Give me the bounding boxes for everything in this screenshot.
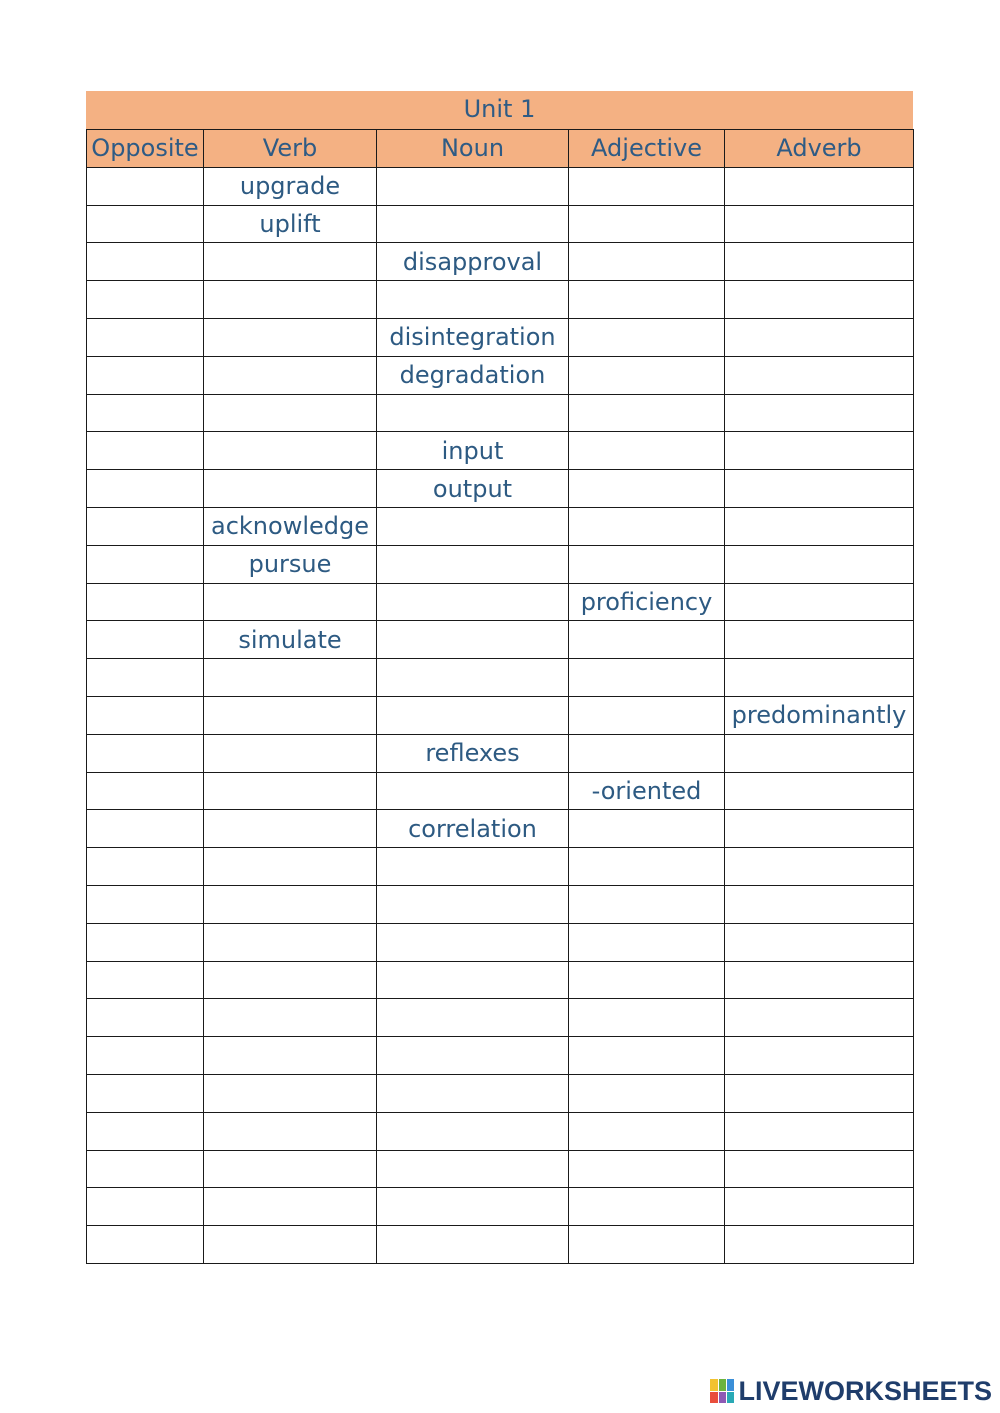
cell-verb[interactable]	[204, 885, 377, 923]
cell-verb: acknowledge	[204, 507, 377, 545]
cell-noun[interactable]	[377, 696, 569, 734]
worksheet-title: Unit 1	[86, 91, 913, 129]
word-forms-table	[86, 129, 914, 1264]
cell-opposite[interactable]	[87, 205, 204, 243]
header-adverb: Adverb	[725, 130, 914, 168]
cell-verb[interactable]	[204, 583, 377, 621]
cell-noun[interactable]	[377, 545, 569, 583]
cell-verb[interactable]	[204, 1037, 377, 1075]
cell-verb[interactable]	[204, 923, 377, 961]
cell-noun[interactable]	[377, 1226, 569, 1264]
header-verb: Verb	[204, 130, 377, 168]
cell-opposite[interactable]	[87, 583, 204, 621]
table-row	[87, 394, 914, 432]
cell-noun[interactable]	[377, 621, 569, 659]
cell-adjective[interactable]	[569, 1074, 725, 1112]
cell-adjective[interactable]	[569, 848, 725, 886]
cell-adverb: predominantly	[725, 696, 914, 734]
cell-adjective[interactable]	[569, 999, 725, 1037]
table-row	[87, 848, 914, 886]
cell-verb[interactable]	[204, 243, 377, 281]
cell-opposite[interactable]	[87, 885, 204, 923]
table-row	[87, 1150, 914, 1188]
logo-square	[710, 1392, 717, 1404]
cell-adverb[interactable]	[725, 734, 914, 772]
cell-adjective[interactable]	[569, 432, 725, 470]
table-row	[87, 1226, 914, 1264]
table-row	[87, 583, 914, 621]
table-row	[87, 1074, 914, 1112]
cell-opposite[interactable]	[87, 923, 204, 961]
cell-verb[interactable]	[204, 810, 377, 848]
cell-verb[interactable]	[204, 1188, 377, 1226]
cell-adjective[interactable]	[569, 734, 725, 772]
cell-verb[interactable]	[204, 1150, 377, 1188]
cell-adverb[interactable]	[725, 848, 914, 886]
cell-opposite[interactable]	[87, 167, 204, 205]
cell-adverb[interactable]	[725, 961, 914, 999]
cell-verb: uplift	[204, 205, 377, 243]
cell-adjective[interactable]	[569, 810, 725, 848]
cell-adverb[interactable]	[725, 507, 914, 545]
cell-adjective[interactable]	[569, 507, 725, 545]
cell-noun[interactable]	[377, 999, 569, 1037]
cell-opposite[interactable]	[87, 1188, 204, 1226]
cell-noun[interactable]	[377, 167, 569, 205]
cell-verb[interactable]	[204, 356, 377, 394]
cell-noun[interactable]	[377, 507, 569, 545]
table-row	[87, 923, 914, 961]
cell-adjective: -oriented	[569, 772, 725, 810]
logo-square	[719, 1392, 726, 1404]
cell-verb[interactable]	[204, 1074, 377, 1112]
cell-adjective[interactable]	[569, 470, 725, 508]
cell-opposite[interactable]	[87, 432, 204, 470]
cell-verb: pursue	[204, 545, 377, 583]
header-noun: Noun	[377, 130, 569, 168]
header-adjective: Adjective	[569, 130, 725, 168]
cell-opposite[interactable]	[87, 1112, 204, 1150]
cell-adverb[interactable]	[725, 167, 914, 205]
cell-noun: output	[377, 470, 569, 508]
cell-verb[interactable]	[204, 734, 377, 772]
cell-noun: input	[377, 432, 569, 470]
cell-adjective[interactable]	[569, 1150, 725, 1188]
cell-noun[interactable]	[377, 772, 569, 810]
table-row	[87, 432, 914, 470]
cell-opposite[interactable]	[87, 848, 204, 886]
table-row	[87, 1112, 914, 1150]
cell-adverb[interactable]	[725, 583, 914, 621]
cell-adjective[interactable]	[569, 394, 725, 432]
cell-opposite[interactable]	[87, 772, 204, 810]
cell-opposite[interactable]	[87, 507, 204, 545]
table-row	[87, 318, 914, 356]
cell-opposite[interactable]	[87, 1226, 204, 1264]
table-row	[87, 621, 914, 659]
cell-adjective[interactable]	[569, 356, 725, 394]
cell-verb[interactable]	[204, 432, 377, 470]
cell-verb[interactable]	[204, 659, 377, 697]
cell-adjective[interactable]	[569, 1188, 725, 1226]
cell-adverb[interactable]	[725, 621, 914, 659]
cell-verb[interactable]	[204, 848, 377, 886]
cell-opposite[interactable]	[87, 470, 204, 508]
cell-adjective[interactable]	[569, 318, 725, 356]
cell-adjective: proficiency	[569, 583, 725, 621]
cell-noun[interactable]	[377, 281, 569, 319]
cell-adverb[interactable]	[725, 1150, 914, 1188]
cell-verb: upgrade	[204, 167, 377, 205]
cell-adjective[interactable]	[569, 621, 725, 659]
cell-adverb[interactable]	[725, 394, 914, 432]
cell-adjective[interactable]	[569, 961, 725, 999]
cell-opposite[interactable]	[87, 999, 204, 1037]
liveworksheets-brand	[710, 1377, 992, 1405]
cell-opposite[interactable]	[87, 659, 204, 697]
cell-adjective[interactable]	[569, 696, 725, 734]
cell-noun: degradation	[377, 356, 569, 394]
table-row	[87, 507, 914, 545]
table-row	[87, 1188, 914, 1226]
table-body	[87, 167, 914, 1263]
cell-verb[interactable]	[204, 1226, 377, 1264]
cell-adverb[interactable]	[725, 1074, 914, 1112]
cell-adjective[interactable]	[569, 167, 725, 205]
cell-adjective[interactable]	[569, 659, 725, 697]
logo-square	[727, 1392, 734, 1404]
table-row	[87, 810, 914, 848]
cell-opposite[interactable]	[87, 1037, 204, 1075]
cell-noun[interactable]	[377, 659, 569, 697]
table-row	[87, 999, 914, 1037]
table-row	[87, 167, 914, 205]
table-row	[87, 470, 914, 508]
cell-adverb[interactable]	[725, 1112, 914, 1150]
cell-adverb[interactable]	[725, 923, 914, 961]
cell-noun[interactable]	[377, 1037, 569, 1075]
cell-adverb[interactable]	[725, 810, 914, 848]
cell-adverb[interactable]	[725, 205, 914, 243]
cell-opposite[interactable]	[87, 318, 204, 356]
table-row	[87, 205, 914, 243]
header-row	[87, 130, 914, 168]
cell-adverb[interactable]	[725, 281, 914, 319]
cell-adverb[interactable]	[725, 318, 914, 356]
cell-adverb[interactable]	[725, 1226, 914, 1264]
cell-adverb[interactable]	[725, 356, 914, 394]
cell-adverb[interactable]	[725, 545, 914, 583]
cell-noun[interactable]	[377, 961, 569, 999]
cell-opposite[interactable]	[87, 810, 204, 848]
cell-verb[interactable]	[204, 281, 377, 319]
cell-noun[interactable]	[377, 1074, 569, 1112]
cell-opposite[interactable]	[87, 545, 204, 583]
cell-adjective[interactable]	[569, 923, 725, 961]
cell-adjective[interactable]	[569, 1226, 725, 1264]
cell-verb[interactable]	[204, 470, 377, 508]
cell-verb[interactable]	[204, 696, 377, 734]
table-row	[87, 961, 914, 999]
cell-adjective[interactable]	[569, 885, 725, 923]
vocabulary-worksheet	[86, 91, 913, 1264]
cell-noun[interactable]	[377, 923, 569, 961]
cell-adjective[interactable]	[569, 281, 725, 319]
cell-verb[interactable]	[204, 999, 377, 1037]
cell-verb: simulate	[204, 621, 377, 659]
table-row	[87, 545, 914, 583]
cell-adjective[interactable]	[569, 1112, 725, 1150]
cell-opposite[interactable]	[87, 356, 204, 394]
cell-verb[interactable]	[204, 961, 377, 999]
cell-noun[interactable]	[377, 1188, 569, 1226]
cell-adverb[interactable]	[725, 432, 914, 470]
cell-noun: disintegration	[377, 318, 569, 356]
cell-opposite[interactable]	[87, 281, 204, 319]
cell-noun: correlation	[377, 810, 569, 848]
cell-opposite[interactable]	[87, 734, 204, 772]
table-row	[87, 659, 914, 697]
cell-verb[interactable]	[204, 1112, 377, 1150]
cell-opposite[interactable]	[87, 1074, 204, 1112]
cell-adverb[interactable]	[725, 999, 914, 1037]
cell-opposite[interactable]	[87, 394, 204, 432]
cell-noun[interactable]	[377, 1112, 569, 1150]
cell-adjective[interactable]	[569, 205, 725, 243]
liveworksheets-logo-icon	[710, 1379, 734, 1403]
brand-text: LIVEWORKSHEETS	[738, 1375, 992, 1406]
cell-adverb[interactable]	[725, 659, 914, 697]
cell-noun[interactable]	[377, 1150, 569, 1188]
cell-verb[interactable]	[204, 772, 377, 810]
cell-noun: disapproval	[377, 243, 569, 281]
logo-square	[727, 1379, 734, 1391]
table-row	[87, 772, 914, 810]
cell-adverb[interactable]	[725, 772, 914, 810]
cell-adverb[interactable]	[725, 470, 914, 508]
cell-verb[interactable]	[204, 394, 377, 432]
cell-opposite[interactable]	[87, 1150, 204, 1188]
cell-noun[interactable]	[377, 848, 569, 886]
table-row	[87, 696, 914, 734]
cell-verb[interactable]	[204, 318, 377, 356]
header-opposite: Opposite	[87, 130, 204, 168]
cell-noun[interactable]	[377, 885, 569, 923]
cell-opposite[interactable]	[87, 243, 204, 281]
table-row	[87, 356, 914, 394]
table-row	[87, 243, 914, 281]
cell-noun[interactable]	[377, 205, 569, 243]
cell-adverb[interactable]	[725, 885, 914, 923]
cell-adverb[interactable]	[725, 1037, 914, 1075]
logo-square	[719, 1379, 726, 1391]
cell-opposite[interactable]	[87, 621, 204, 659]
cell-noun[interactable]	[377, 394, 569, 432]
cell-noun[interactable]	[377, 583, 569, 621]
table-row	[87, 885, 914, 923]
table-row	[87, 1037, 914, 1075]
cell-adjective[interactable]	[569, 1037, 725, 1075]
cell-noun: reflexes	[377, 734, 569, 772]
cell-adjective[interactable]	[569, 545, 725, 583]
cell-adverb[interactable]	[725, 1188, 914, 1226]
cell-adverb[interactable]	[725, 243, 914, 281]
table-row	[87, 281, 914, 319]
cell-opposite[interactable]	[87, 696, 204, 734]
cell-opposite[interactable]	[87, 961, 204, 999]
logo-square	[710, 1379, 717, 1391]
table-row	[87, 734, 914, 772]
cell-adjective[interactable]	[569, 243, 725, 281]
